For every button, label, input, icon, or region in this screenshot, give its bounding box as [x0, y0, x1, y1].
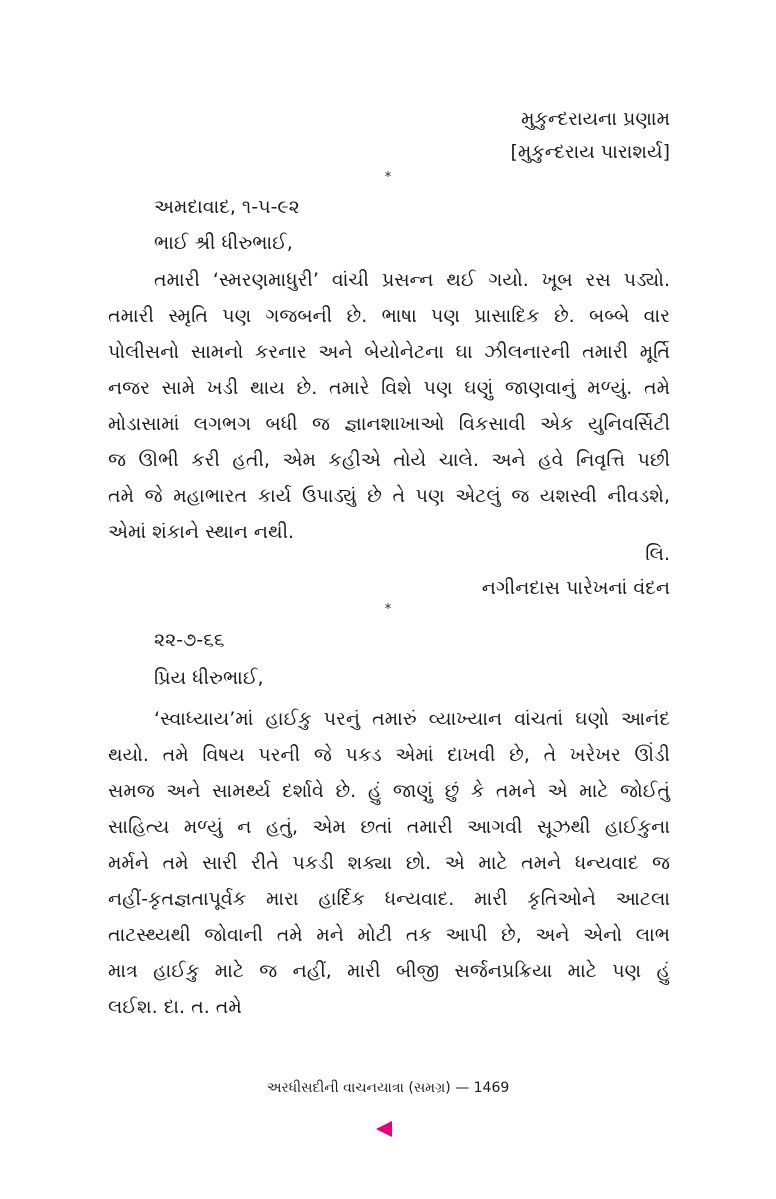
letter2-line: જ ઊભી કરી હતી, એમ કહીએ તોયે ચાલે. અને હવે નિવૃત્તિ પછી [108, 449, 670, 471]
letter2-line: તમે જે મહાભારત કાર્ય ઉપાડ્યું છે તે પણ એટલું જ યશસ્વી નીવડશે, [108, 485, 670, 507]
separator: * [384, 602, 392, 617]
letter2-line: તમારી સ્મૃતિ પણ ગજબની છે. ભાષા પણ પ્રાસાદિક છે. બબ્બે વાર [108, 305, 670, 327]
previous-page-arrow-icon[interactable] [376, 1121, 392, 1137]
letter2-line: પોલીસનો સામનો કરનાર અને બેયોનેટના ઘા ઝીલનારની તમારી મૂર્તિ [108, 341, 670, 363]
letter3-line: નહીં-કૃતજ્ઞતાપૂર્વક મારા હાર્દિક ધન્યવાદ. મારી કૃતિઓને આટલા [108, 888, 670, 910]
letter2-salutation: ભાઈ શ્રી ધીરુભાઈ, [154, 232, 293, 254]
letter1-signature: [મુકુન્દરાય પારાશર્ય] [510, 141, 670, 163]
letter2-body [108, 262, 670, 550]
letter3-line: થયો. તમે વિષય પરની જે પકડ એમાં દાખવી છે, તે ખરેખર ઊંડી [108, 744, 670, 766]
letter3-body [108, 701, 670, 1025]
letter2-line: એમાં શંકાને સ્થાન નથી. [108, 521, 295, 543]
letter2-line: નજર સામે ખડી થાય છે. તમારે વિશે પણ ઘણું જાણવાનું મળ્યું. તમે [108, 377, 670, 399]
letter3-salutation: પ્રિય ધીરુભાઈ, [154, 667, 264, 689]
letter3-line: મર્મને તમે સારી રીતે પકડી શક્યા છો. એ માટે તમને ધન્યવાદ જ [108, 852, 670, 874]
letter2-line: તમારી ‘સ્મરણમાધુરી’ વાંચી પ્રસન્ન થઈ ગયો. ખૂબ રસ પડ્યો. [154, 269, 670, 291]
letter2-sign-abbrev: લિ. [645, 543, 670, 565]
letter2-sign-name: નગીનદાસ પારેખનાં વંદન [481, 577, 670, 599]
footer-dash: — [455, 1080, 470, 1096]
page-footer [0, 1080, 776, 1096]
separator: * [384, 170, 392, 185]
letter3-line: લઈશ. દા. ત. તમે [108, 996, 242, 1018]
letter2-dateline: અમદાવાદ, ૧-૫-૯૨ [154, 196, 300, 218]
letter1-closing: મુકુન્દરાયના પ્રણામ [521, 108, 670, 130]
letter3-line: ‘સ્વાધ્યાય’માં હાઈકુ પરનું તમારું વ્યાખ્યાન વાંચતાં ઘણો આનંદ [154, 708, 670, 730]
letter3-line: માત્ર હાઈકુ માટે જ નહીં, મારી બીજી સર્જનપ્રક્રિયા માટે પણ હું [108, 960, 670, 982]
book-title: અરધીસદીની વાચનયાત્રા (સમગ્ર) [266, 1080, 451, 1096]
letter3-dateline: ૨૨-૭-૬૬ [154, 629, 225, 651]
letter3-line: સાહિત્ય મળ્યું ન હતું, એમ છતાં તમારી આગવી સૂઝથી હાઈકુના [108, 816, 670, 838]
letter2-line: મોડાસામાં લગભગ બધી જ જ્ઞાનશાખાઓ વિકસાવી એક યુનિવર્સિટી [108, 413, 670, 435]
page-number: 1469 [473, 1080, 510, 1096]
letter3-line: સમજ અને સામર્થ્ય દર્શાવે છે. હું જાણું છું કે તમને એ માટે જોઈતું [108, 780, 670, 802]
letter3-line: તાટસ્થ્યથી જોવાની તમે મને મોટી તક આપી છે, અને એનો લાભ [108, 924, 670, 946]
